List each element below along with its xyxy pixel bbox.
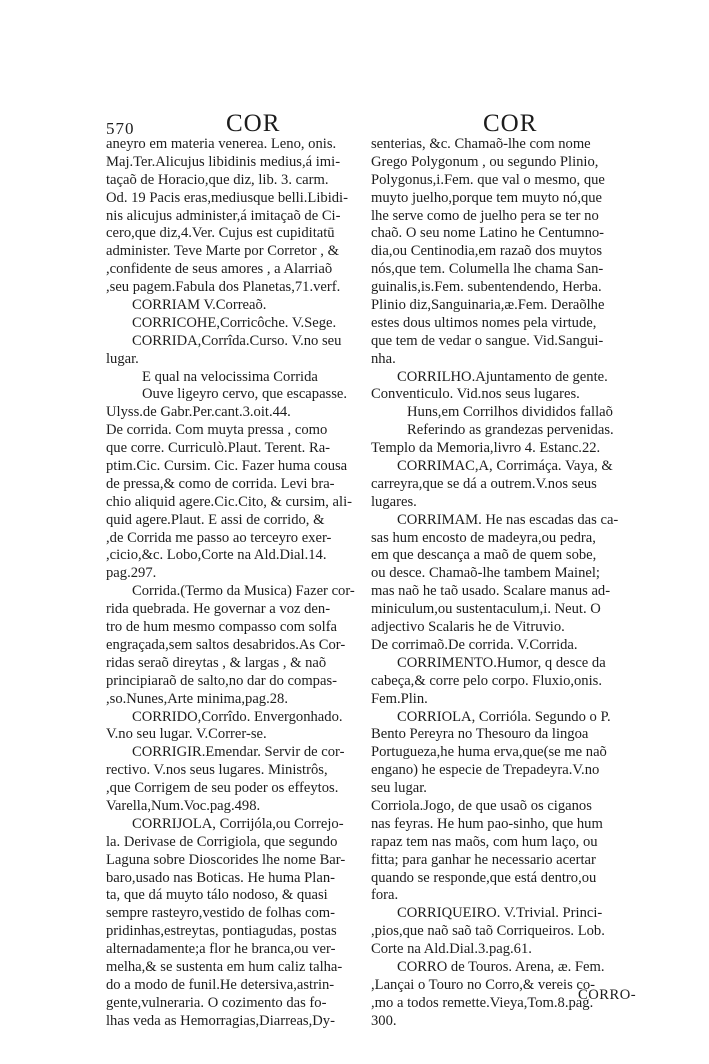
catchword: CORRO- <box>578 987 637 1003</box>
text-line: Polygonus,i.Fem. que val o mesmo, que <box>371 171 605 188</box>
text-line: aneyro em materia venerea. Leno, onis. <box>106 136 337 152</box>
text-line: tro de hum mesmo compasso com solfa <box>106 619 338 636</box>
text-line: ,que Corrigem de seu poder os effeytos. <box>106 780 339 797</box>
text-line: sempre rasteyro,vestido de folhas com- <box>106 905 335 922</box>
left-column <box>106 136 364 1031</box>
text-line: lhe serve como de juelho pera se ter no <box>371 207 599 224</box>
text-line: principiaraõ de salto,no dar do compas- <box>106 672 337 689</box>
text-line: engano) he especie de Trepadeyra.V.no <box>371 762 600 779</box>
text-line: Laguna sobre Dioscorides lhe nome Bar- <box>106 851 346 868</box>
text-line: senterias, &c. Chamaõ-lhe com nome <box>371 136 591 152</box>
text-line: CORRIGIR.Emendar. Servir de cor- <box>132 744 345 761</box>
text-line: em que descança a maõ de quem sobe, <box>371 547 597 564</box>
text-line: CORRIMAC,A, Corrimáça. Vaya, & <box>397 458 613 475</box>
text-line: V.no seu lugar. V.Correr-se. <box>106 726 267 743</box>
text-line: Od. 19 Pacis eras,mediusque belli.Libidi- <box>106 189 348 206</box>
text-line: pag.297. <box>106 565 157 582</box>
text-line: Varella,Num.Voc.pag.498. <box>106 797 261 814</box>
text-line: alternadamente;a flor he branca,ou ver- <box>106 941 336 958</box>
text-line: ,mo a todos remette.Vieya,Tom.8.pag. <box>371 994 594 1011</box>
text-line: nha. <box>371 350 396 367</box>
text-line: CORRIQUEIRO. V.Trivial. Princi- <box>397 905 603 922</box>
text-line: Plinio diz,Sanguinaria,æ.Fem. Deraõlhe <box>371 297 605 314</box>
right-column <box>371 136 641 1031</box>
text-line: ,Lançai o Touro no Corro,& vereis co- <box>371 976 596 993</box>
running-head-left: COR <box>226 110 281 137</box>
text-line: Templo da Memoria,livro 4. Estanc.22. <box>371 440 601 457</box>
text-line: ta, que dá muyto tálo nodoso, & quasi <box>106 887 328 904</box>
text-line: estes dous ultimos nomes pela virtude, <box>371 314 597 331</box>
text-line: rida quebrada. He governar a voz den- <box>106 601 331 618</box>
text-line: CORRO de Touros. Arena, æ. Fem. <box>397 958 605 975</box>
text-line: Huns,em Corrilhos divididos fallaõ <box>407 404 613 421</box>
text-line: E qual na velocissima Corrida <box>142 368 318 385</box>
text-line: fora. <box>371 887 399 904</box>
text-line: nis alicujus administer,á imitaçaõ de Ci- <box>106 207 341 224</box>
text-line: nas feyras. He hum pao-sinho, que hum <box>371 815 603 832</box>
text-line: Referindo as grandezas pervenidas. <box>407 422 614 439</box>
text-line: muyto juelho,porque tem muyto nó,que <box>371 189 603 206</box>
running-head-right: COR <box>483 110 538 137</box>
text-line: Grego Polygonum , ou segundo Plinio, <box>371 153 599 170</box>
text-line: CORRILHO.Ajuntamento de gente. <box>397 368 608 385</box>
text-line: taçaõ de Horacio,que diz, lib. 3. carm. <box>106 171 329 188</box>
text-line: lugares. <box>371 493 417 510</box>
text-line: Corte na Ald.Dial.3.pag.61. <box>371 941 532 958</box>
text-line: nós,que tem. Columella lhe chama San- <box>371 261 604 278</box>
text-line: adjectivo Scalaris he de Vitruvio. <box>371 619 565 636</box>
text-line: CORRIMAM. He nas escadas das ca- <box>397 511 619 528</box>
text-line: Fem.Plin. <box>371 690 428 707</box>
text-line: cabeça,& corre pelo corpo. Fluxio,onis. <box>371 672 602 689</box>
text-line: Bento Pereyra no Thesouro da lingoa <box>371 726 589 743</box>
text-line: ptim.Cic. Cursim. Cic. Fazer huma cousa <box>106 458 348 475</box>
text-line: cero,que diz,4.Ver. Cujus est cupiditatū <box>106 225 335 242</box>
text-line: administer. Teve Marte por Corretor , & <box>106 243 339 260</box>
text-line: miniculum,ou sustentaculum,i. Neut. O <box>371 601 601 618</box>
text-line: engraçada,sem saltos desabridos.As Cor- <box>106 636 346 653</box>
text-line: la. Derivase de Corrigiola, que segundo <box>106 833 338 850</box>
text-line: que tem de vedar o sangue. Vid.Sangui- <box>371 332 604 349</box>
text-line: baro,usado nas Boticas. He huma Plan- <box>106 869 335 886</box>
text-line: Maj.Ter.Alicujus libidinis medius,á imi- <box>106 153 341 170</box>
text-line: dia,ou Centinodia,em razaõ dos muytos <box>371 243 603 260</box>
text-line: Portugueza,he huma erva,que(se me naõ <box>371 744 607 761</box>
text-line: fitta; para ganhar he necessario acertar <box>371 851 596 868</box>
text-line: seu lugar. <box>371 780 427 797</box>
text-line: guinalis,is.Fem. subentendendo, Herba. <box>371 279 602 296</box>
text-line: rectivo. V.nos seus lugares. Ministrôs, <box>106 762 328 779</box>
text-line: ,so.Nunes,Arte minima,pag.28. <box>106 690 288 707</box>
text-line: ridas seraõ direytas , & largas , & naõ <box>106 654 327 671</box>
text-line: CORRICOHE,Corricôche. V.Sege. <box>132 314 337 331</box>
text-line: ou desce. Chamaõ-lhe tambem Mainel; <box>371 565 600 582</box>
text-line: melha,& se sustenta em hum caliz talha- <box>106 958 343 975</box>
text-line: Conventiculo. Vid.nos seus lugares. <box>371 386 580 403</box>
text-line: carreyra,que se dá a outrem.V.nos seus <box>371 475 597 492</box>
text-line: ,cicio,&c. Lobo,Corte na Ald.Dial.14. <box>106 547 327 564</box>
text-line: quid agere.Plaut. E assi de corrido, & <box>106 511 325 528</box>
text-line: CORRIOLA, Corrióla. Segundo o P. <box>397 708 611 725</box>
text-line: Corriola.Jogo, de que usaõ os ciganos <box>371 797 592 814</box>
text-line: CORRIMENTO.Humor, q desce da <box>397 654 606 671</box>
text-line: Ouve ligeyro cervo, que escapasse. <box>142 386 348 403</box>
text-line: pridinhas,estreytas, pontiagudas, postas <box>106 923 337 940</box>
text-line: que corre. Curriculò.Plaut. Terent. Ra- <box>106 440 331 457</box>
text-line: ,de Corrida me passo ao terceyro exer- <box>106 529 332 546</box>
text-line: ,confidente de seus amores , a Alarriaõ <box>106 261 333 278</box>
text-line: lugar. <box>106 350 139 367</box>
text-line: chio aliquid agere.Cic.Cito, & cursim, ali- <box>106 493 353 510</box>
text-line: ,pios,que naõ saõ taõ Corriqueiros. Lob. <box>371 923 605 940</box>
text-line: rapaz tem nas maõs, com hum laço, ou <box>371 833 598 850</box>
text-line: quando se responde,que está dentro,ou <box>371 869 597 886</box>
text-line: CORRIDA,Corrîda.Curso. V.no seu <box>132 332 342 349</box>
text-line: CORRIDO,Corrîdo. Envergonhado. <box>132 708 343 725</box>
text-line: Ulyss.de Gabr.Per.cant.3.oit.44. <box>106 404 291 421</box>
text-line: do a modo de funil.He detersiva,astrin- <box>106 976 335 993</box>
text-line: CORRIAM V.Correaõ. <box>132 297 267 314</box>
text-line: Corrida.(Termo da Musica) Fazer cor- <box>132 583 355 600</box>
text-line: sas hum encosto de madeyra,ou pedra, <box>371 529 596 546</box>
text-line: 300. <box>371 1012 397 1029</box>
text-line: lhas veda as Hemorragias,Diarreas,Dy- <box>106 1012 335 1029</box>
text-line: gente,vulneraria. O cozimento das fo- <box>106 994 327 1011</box>
text-line: ,seu pagem.Fabula dos Planetas,71.verf. <box>106 279 341 296</box>
text-line: de pressa,& como de corrida. Levi bra- <box>106 475 335 492</box>
text-line: chaõ. O seu nome Latino he Centumno- <box>371 225 605 242</box>
text-line: mas naõ he taõ usado. Scalare manus ad- <box>371 583 611 600</box>
text-line: De corrimaõ.De corrida. V.Corrida. <box>371 636 578 653</box>
text-line: De corrida. Com muyta pressa , como <box>106 422 328 439</box>
page-number: 570 <box>106 119 135 138</box>
text-line: CORRIJOLA, Corrijóla,ou Correjo- <box>132 815 344 832</box>
